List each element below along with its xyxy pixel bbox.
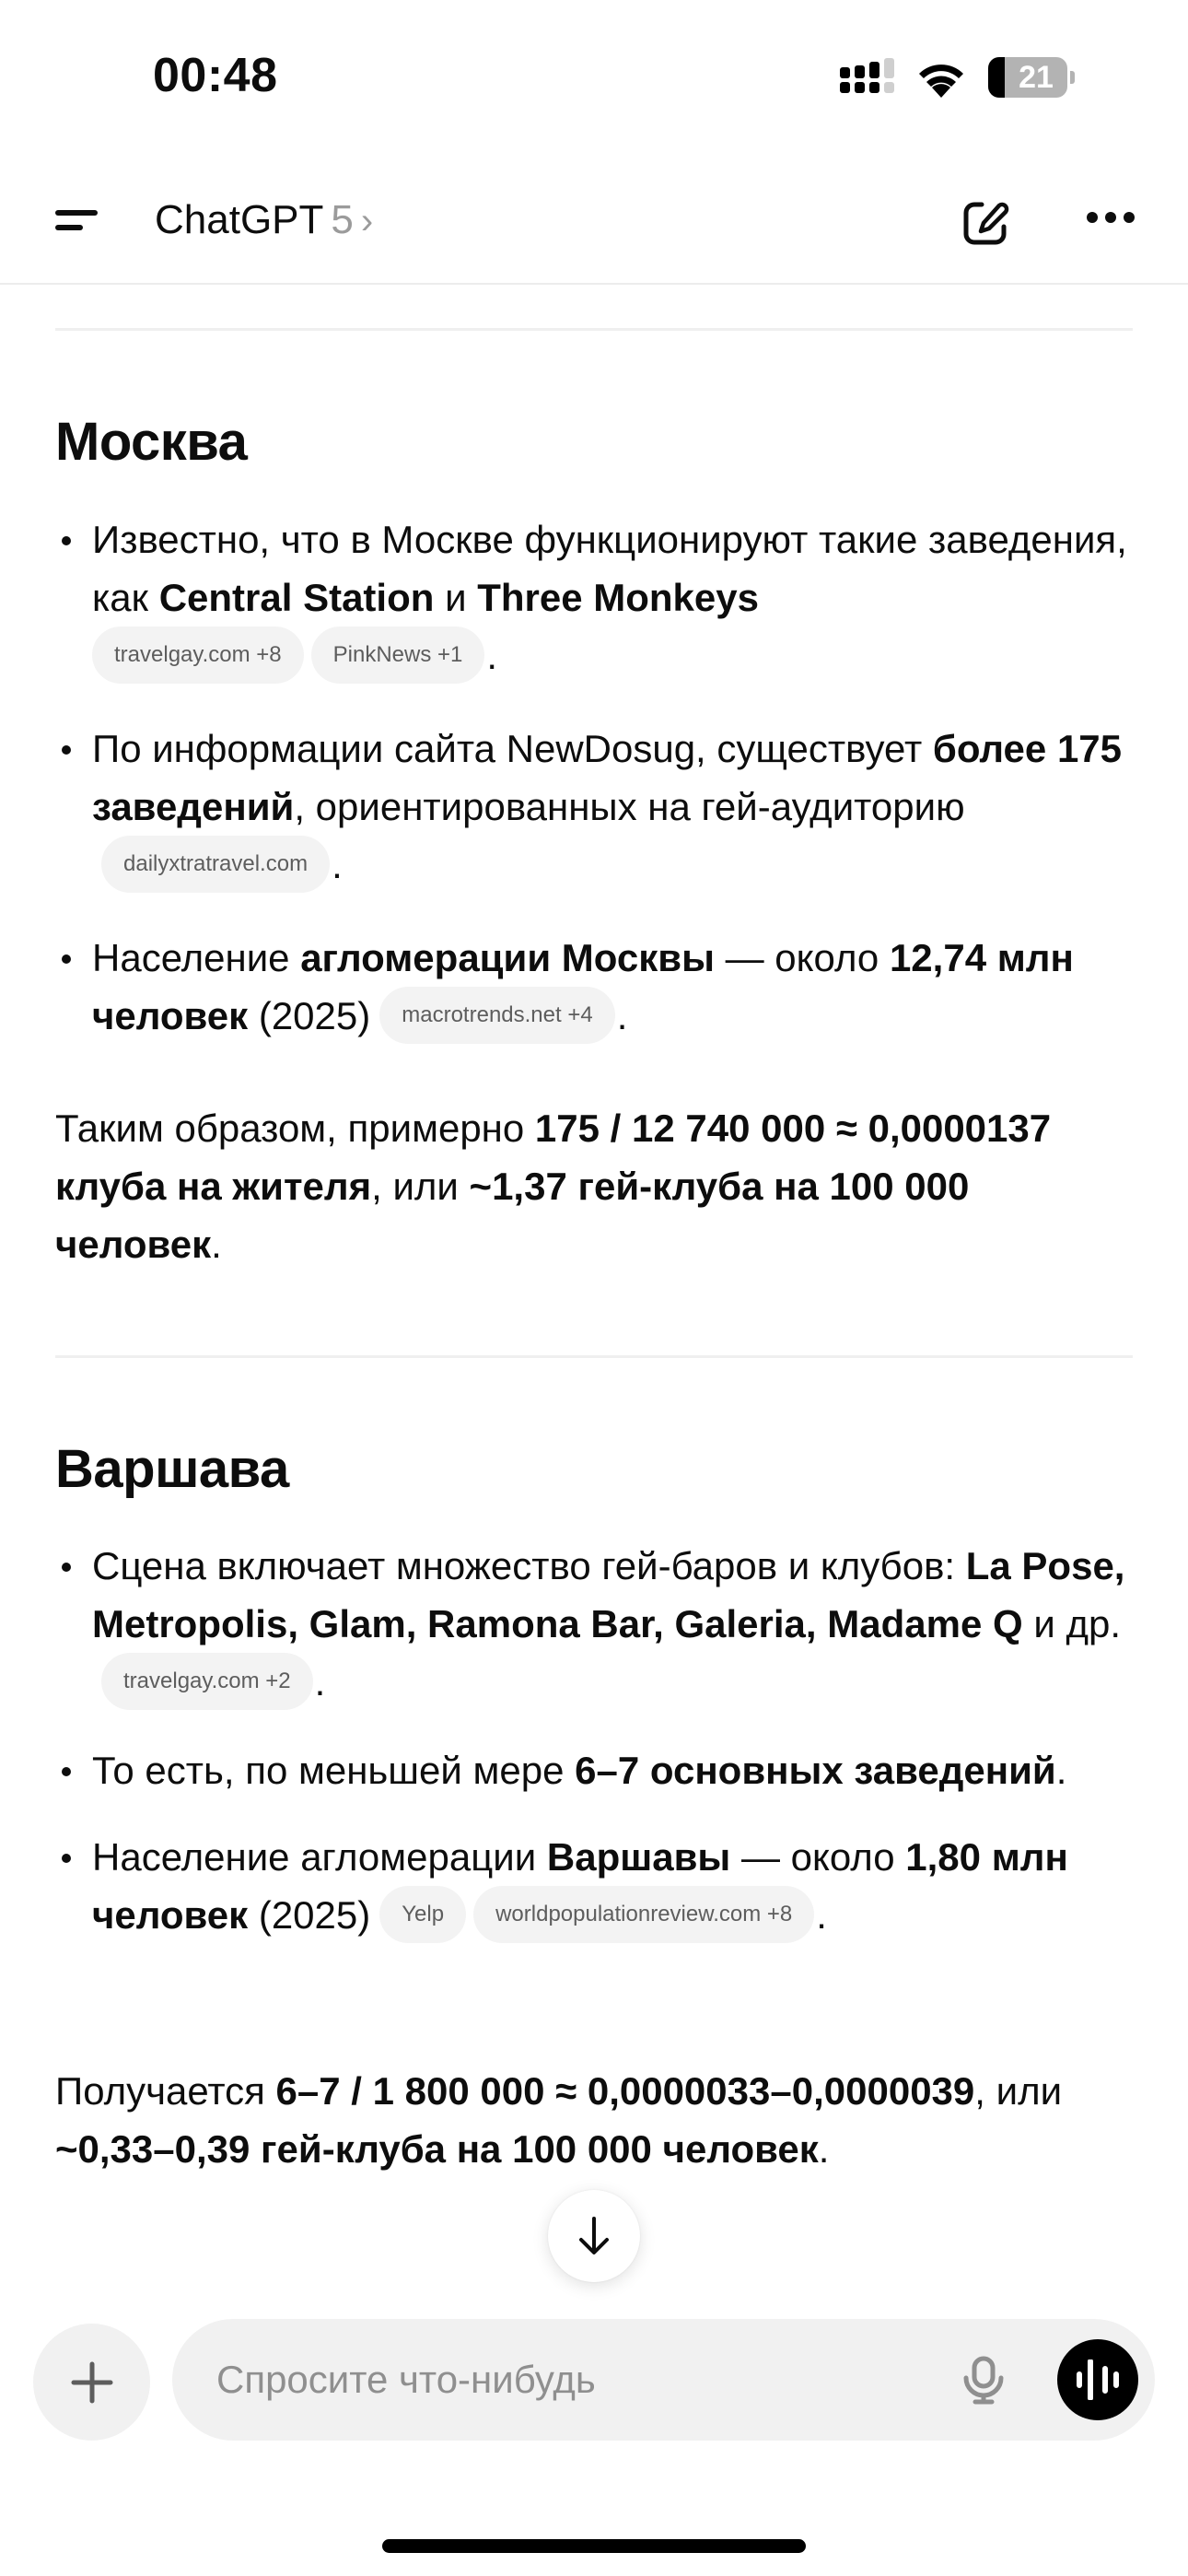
bold-text: ~0,33–0,39 гей-клуба на 100 000 человек: [55, 2127, 819, 2171]
menu-icon-line: [55, 225, 83, 230]
bullet-text: и др.: [1022, 1602, 1121, 1645]
bullet-text: Население: [92, 935, 301, 979]
citation-chip[interactable]: Yelp: [379, 1886, 466, 1943]
citation-chip[interactable]: PinkNews +1: [311, 626, 485, 684]
citation-chip[interactable]: dailyxtratravel.com: [101, 836, 330, 893]
bullet-text: Известно, что в Москве функционируют такие заведения, как: [92, 518, 1127, 619]
chevron-right-icon: ›: [360, 201, 374, 241]
section-divider: [55, 328, 1133, 331]
bullet-text: Население агломерации: [92, 1834, 547, 1879]
bullet-text: и: [434, 576, 478, 619]
summary-text: .: [211, 1223, 222, 1266]
list-item: Известно, что в Москве функционируют такие заведения, как Central Station и Three Monkeys travelgay.com +8 PinkNews +1 .: [55, 510, 1133, 687]
battery-level: 21: [1019, 59, 1054, 95]
bold-text: 6–7 основных заведений: [575, 1748, 1056, 1792]
cellular-signal-icon: [840, 62, 894, 93]
list-item: Население агломерации Москвы — около 12,74 млн человек (2025) macrotrends.net +4 .: [55, 929, 1133, 1048]
bold-text: Central Station: [158, 576, 435, 619]
moscow-bullet-list: [55, 510, 1133, 1080]
scroll-to-bottom-button[interactable]: [548, 2190, 640, 2282]
bold-text: 6–7 / 1 800 000 ≈ 0,0000033–0,0000039: [275, 2069, 975, 2113]
citation-chip[interactable]: macrotrends.net +4: [379, 987, 614, 1044]
battery-icon: [988, 57, 1067, 98]
citation-chip[interactable]: travelgay.com +2: [101, 1653, 313, 1710]
bullet-text: То есть, по меньшей мере: [92, 1748, 576, 1792]
arrow-down-icon: [576, 2216, 612, 2256]
summary-text: Таким образом, примерно: [55, 1107, 535, 1150]
compose-icon[interactable]: [961, 199, 1009, 247]
plus-icon: [71, 2361, 113, 2404]
status-time: 00:48: [153, 49, 278, 102]
more-icon: [1087, 212, 1098, 223]
model-version: 5: [331, 197, 354, 242]
summary-text: , или: [371, 1165, 470, 1208]
voice-mode-button[interactable]: [1057, 2339, 1138, 2420]
bold-text: Three Monkeys: [477, 576, 759, 619]
message-input[interactable]: [216, 2319, 935, 2441]
bullet-text: .: [1055, 1748, 1067, 1792]
bullet-text: (2025): [248, 1892, 371, 1937]
app-title: ChatGPT: [155, 197, 324, 242]
bold-text: ~1,37 гей-клуба на 100 000 человек: [55, 1165, 970, 1266]
list-item: [55, 1741, 1133, 1799]
warsaw-bullet-list: [55, 1537, 1133, 1979]
bullet-text: — около: [714, 935, 890, 979]
moscow-summary: [55, 1099, 1133, 1273]
bold-text: 12,74 млн человек: [92, 935, 1074, 1037]
summary-text: .: [818, 2127, 830, 2171]
microphone-icon[interactable]: [961, 2356, 1007, 2406]
bold-text: La Pose, Metropolis, Glam, Ramona Bar, Galeria, Madame Q: [92, 1544, 1125, 1645]
bullet-text: — около: [730, 1834, 906, 1879]
more-options-button[interactable]: [1087, 212, 1135, 223]
bullet-text: Сцена включает множество гей-баров и клубов:: [92, 1544, 966, 1587]
bold-text: 1,80 млн человек: [92, 1834, 1068, 1937]
citation-chip[interactable]: worldpopulationreview.com +8: [473, 1886, 814, 1943]
citation-chip[interactable]: travelgay.com +8: [92, 626, 304, 684]
status-icons: [840, 57, 1075, 98]
bold-text: 175 / 12 740 000 ≈ 0,0000137 клуба на жителя: [55, 1107, 1052, 1208]
voice-mode-icon: [1075, 2359, 1121, 2400]
summary-text: Получается: [55, 2069, 276, 2113]
more-icon-dot: [1105, 212, 1116, 223]
bullet-text: (2025): [248, 993, 371, 1037]
section-heading-moscow: Москва: [55, 412, 248, 472]
bold-text: Варшавы: [546, 1834, 731, 1879]
model-selector[interactable]: [155, 197, 373, 243]
list-item: Сцена включает множество гей-баров и клубов: La Pose, Metropolis, Glam, Ramona Bar, Galeria, Madame Q и др.travelgay.com +2 .: [55, 1537, 1133, 1714]
header-separator: [0, 283, 1188, 285]
list-item: По информации сайта NewDosug, существует более 175 заведений, ориентированных на гей-аудиториюdailyxtratravel.com .: [55, 720, 1133, 896]
list-item: Население агломерации Варшавы — около 1,80 млн человек (2025) Yelp worldpopulationreview.com +8 .: [55, 1828, 1133, 1947]
message-composer: [172, 2319, 1155, 2441]
section-divider: [55, 1355, 1133, 1358]
section-heading-warsaw: Варшава: [55, 1439, 289, 1499]
summary-text: , или: [974, 2069, 1063, 2113]
more-icon-dot: [1124, 212, 1135, 223]
attach-button[interactable]: [33, 2324, 150, 2441]
menu-icon: [55, 210, 98, 216]
warsaw-summary: [55, 2062, 1133, 2178]
bullet-text: По информации сайта NewDosug, существует: [92, 726, 933, 770]
battery-tip: [1070, 71, 1075, 84]
sidebar-menu-button[interactable]: [53, 206, 99, 234]
bold-text: более 175 заведений: [92, 726, 1123, 828]
bold-text: агломерации Москвы: [300, 935, 715, 979]
home-indicator: [382, 2539, 806, 2553]
wifi-icon: [914, 57, 968, 98]
bullet-text: , ориентированных на гей-аудиторию: [294, 784, 965, 828]
